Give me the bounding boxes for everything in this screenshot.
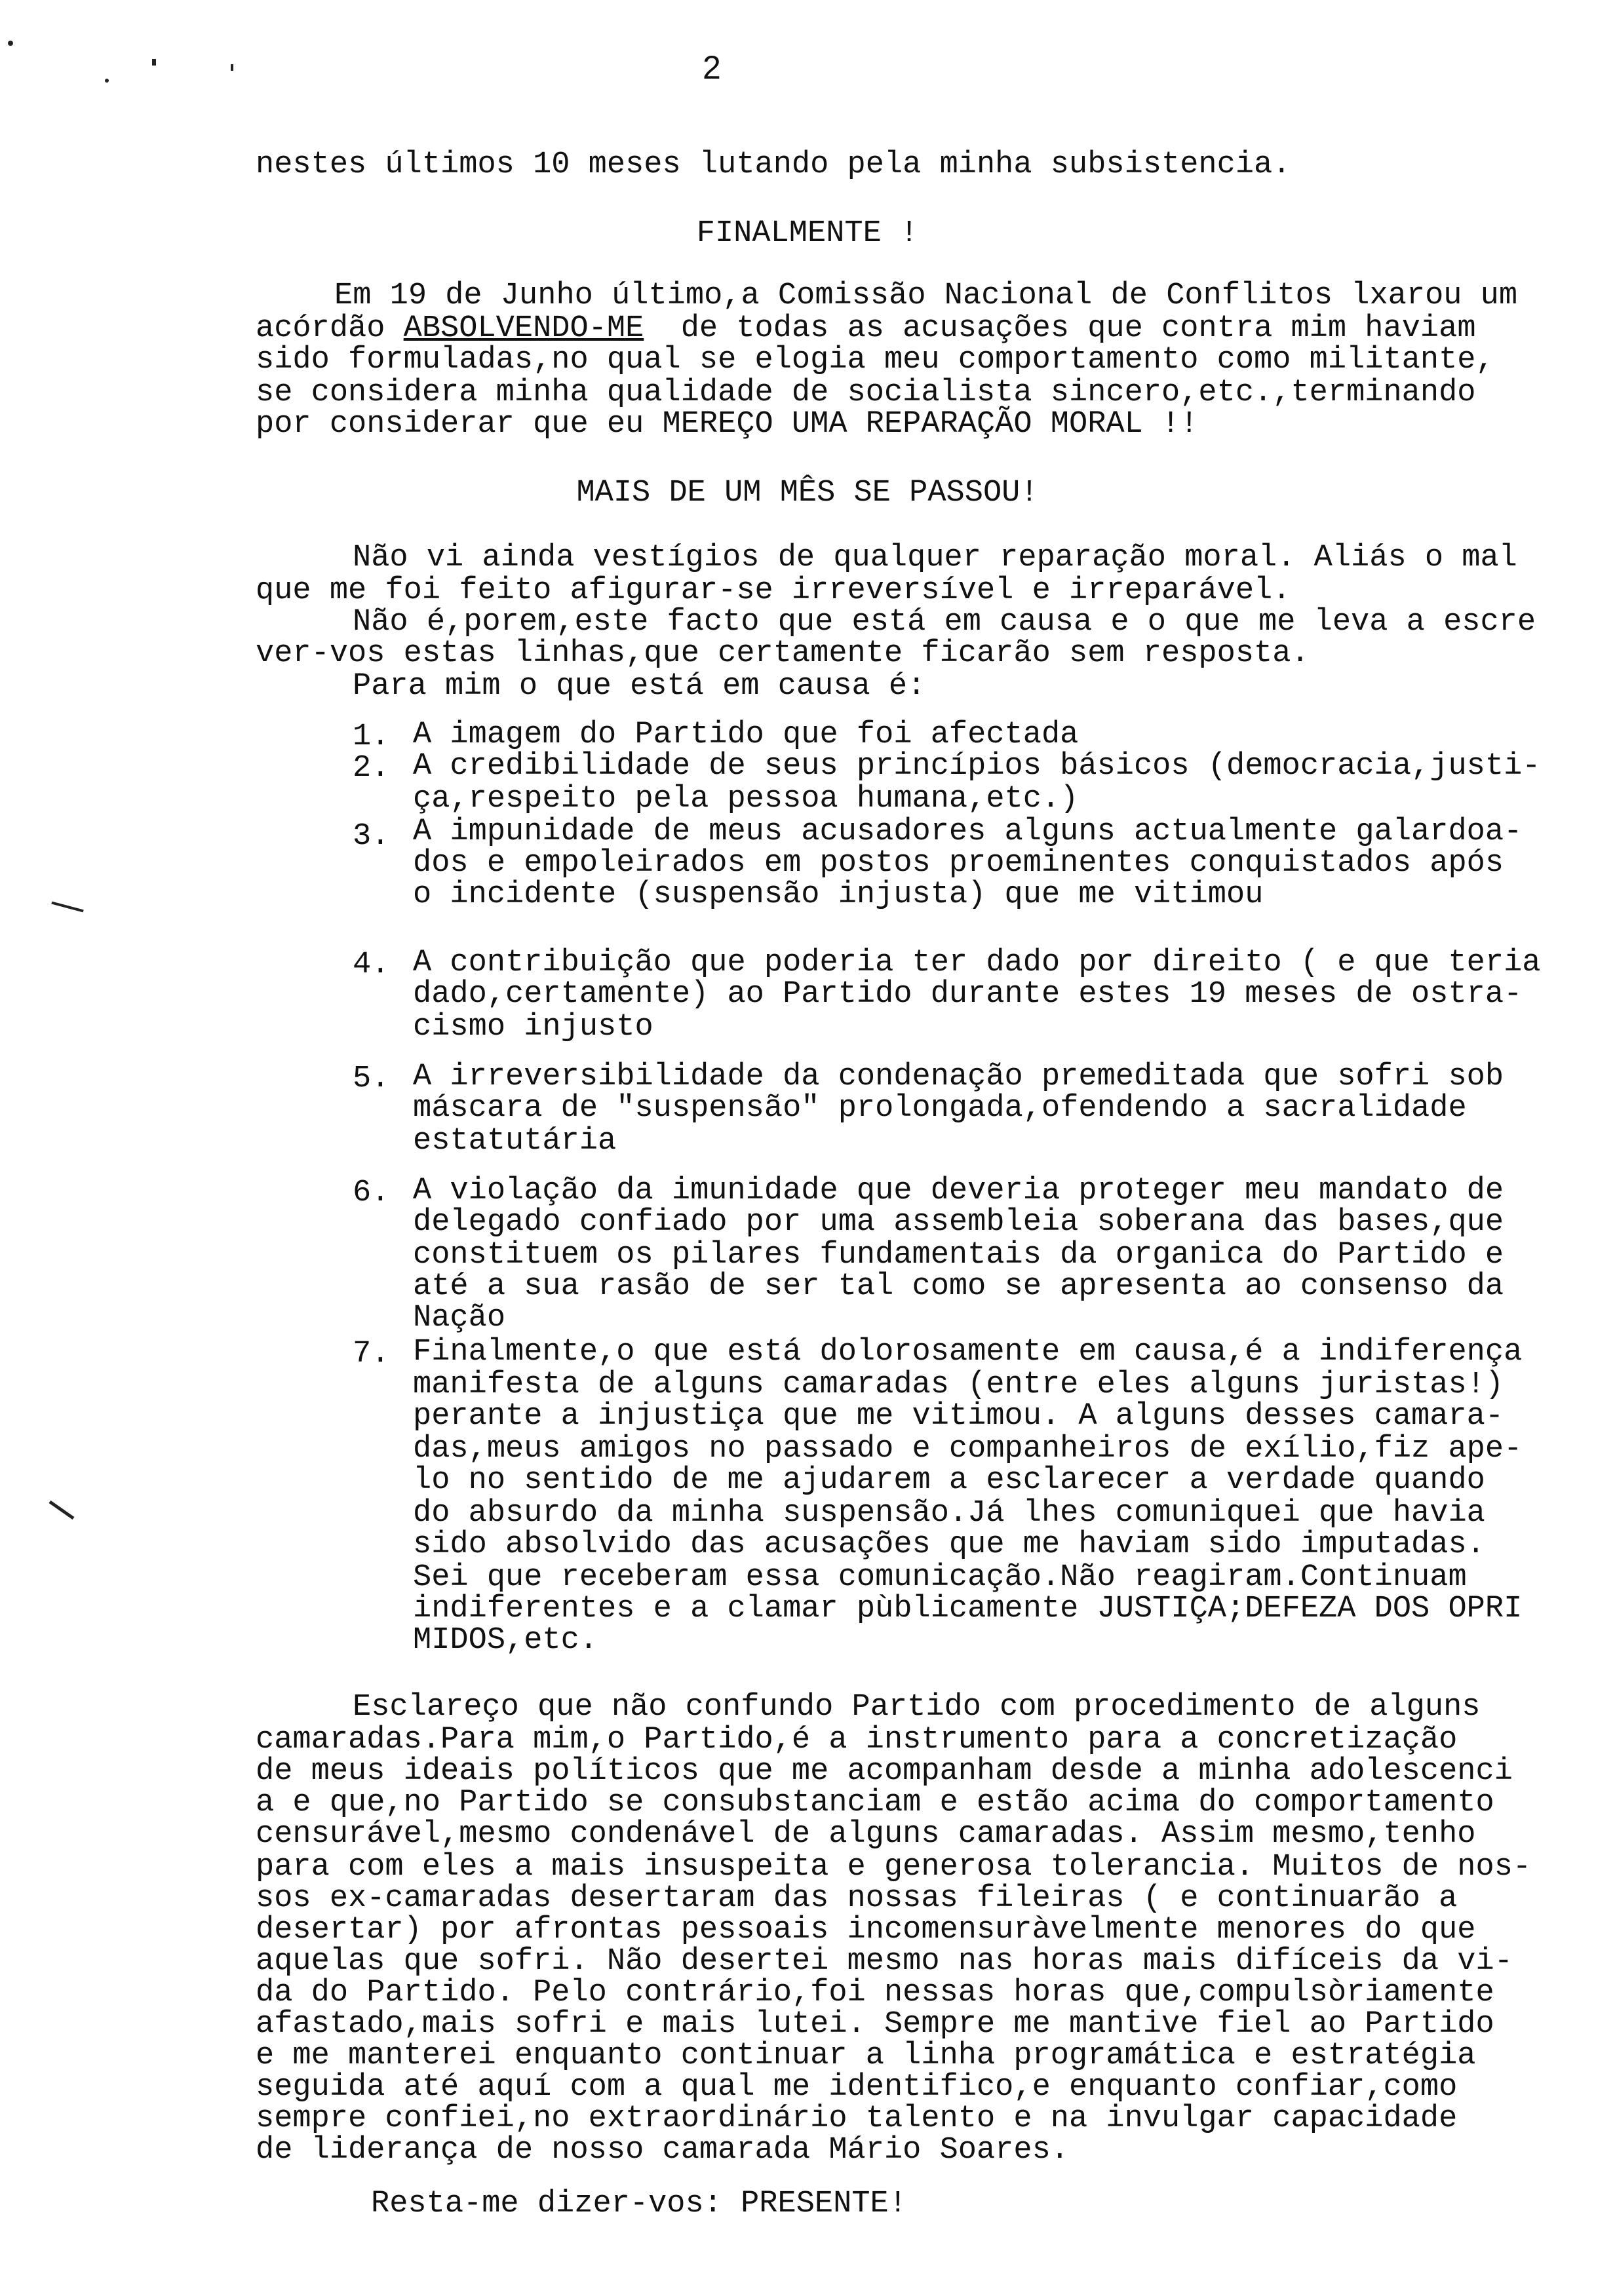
scan-speck (8, 41, 13, 46)
list-number: 6. (353, 1176, 390, 1210)
list-number: 7. (353, 1337, 390, 1371)
scan-speck (49, 1501, 75, 1520)
text-line: por considerar que eu MEREÇO UMA REPARAÇÃO MORAL !! (256, 407, 1199, 442)
text-line: aquelas que sofri. Não desertei mesmo nas horas mais difíceis da vi- (256, 1944, 1513, 1979)
intro-line: nestes últimos 10 meses lutando pela minha subsistencia. (256, 147, 1291, 182)
text-line: sempre confiei,no extraordinário talento e na invulgar capacidade (256, 2101, 1458, 2136)
text-line: seguida até aquí com a qual me identifico,e enquanto confiar,como (256, 2070, 1458, 2105)
heading-mais-de-um-mes: MAIS DE UM MÊS SE PASSOU! (576, 476, 1039, 510)
list-line: A contribuição que poderia ter dado por direito ( e que teria (413, 946, 1541, 980)
text-line: Esclareço que não confundo Partido com procedimento de alguns (353, 1690, 1481, 1725)
text-line: afastado,mais sofri e mais lutei. Sempre me mantive fiel ao Partido (256, 2007, 1494, 2042)
text-line: sido formuladas,no qual se elogia meu comportamento como militante, (256, 343, 1494, 377)
text-line: Não é,porem,este facto que está em causa e o que me leva a escre (353, 605, 1536, 640)
list-line: estatutária (413, 1124, 617, 1158)
text-line: Não vi ainda vestígios de qualquer reparação moral. Aliás o mal (353, 541, 1517, 575)
text-line: de liderança de nosso camarada Mário Soares. (256, 2133, 1070, 2168)
list-line: dos e empoleirados em postos proeminentes conquistados após (413, 846, 1504, 881)
list-number: 2. (353, 751, 390, 786)
list-line: até a sua rasão de ser tal como se apresenta ao consenso da (413, 1269, 1504, 1304)
list-line: sido absolvido das acusações que me haviam sido imputadas. (413, 1527, 1485, 1562)
scan-speck (152, 59, 156, 66)
list-line: das,meus amigos no passado e companheiros de exílio,fiz ape- (413, 1432, 1523, 1466)
text-line: acórdão ABSOLVENDO-ME de todas as acusações que contra mim haviam (256, 311, 1476, 346)
text-line: e me manterei enquanto continuar a linha programática e estratégia (256, 2038, 1476, 2073)
list-line: manifesta de alguns camaradas (entre eles alguns juristas!) (413, 1368, 1504, 1402)
text-line: sos ex-camaradas desertaram das nossas fileiras ( e continuarão a (256, 1881, 1458, 1916)
text-line: Para mim o que está em causa é: (353, 669, 926, 704)
text-line: de meus ideais políticos que me acompanham desde a minha adolescenci (256, 1754, 1513, 1789)
list-line: Sei que receberam essa comunicação.Não reagiram.Continuam (413, 1560, 1467, 1595)
text-line: a e que,no Partido se consubstanciam e estão acima do comportamento (256, 1786, 1494, 1820)
list-line: indiferentes e a clamar pùblicamente JUSTIÇA;DEFEZA DOS OPRI (413, 1592, 1523, 1626)
closing-line: Resta-me dizer-vos: PRESENTE! (371, 2187, 907, 2221)
text-line: camaradas.Para mim,o Partido,é a instrumento para a concretização (256, 1723, 1458, 1757)
list-line: delegado confiado por uma assembleia soberana das bases,que (413, 1205, 1504, 1240)
list-number: 4. (353, 947, 390, 982)
list-line: Finalmente,o que está dolorosamente em causa,é a indiferença (413, 1335, 1523, 1369)
list-line: constituem os pilares fundamentais da organica do Partido e (413, 1238, 1504, 1272)
list-line: do absurdo da minha suspensão.Já lhes comuniquei que havia (413, 1496, 1485, 1531)
list-line: Nação (413, 1301, 506, 1335)
text-line: ver-vos estas linhas,que certamente ficarão sem resposta. (256, 636, 1310, 671)
list-line: cismo injusto (413, 1010, 653, 1044)
scan-speck (231, 64, 233, 71)
list-number: 5. (353, 1062, 390, 1096)
list-line: A imagem do Partido que foi afectada (413, 718, 1079, 752)
list-line: A impunidade de meus acusadores alguns actualmente galardoa- (413, 814, 1523, 849)
list-line: o incidente (suspensão injusta) que me vitimou (413, 877, 1264, 912)
scan-speck (105, 79, 109, 83)
list-number: 1. (353, 719, 390, 754)
list-line: A credibilidade de seus princípios básicos (democracia,justi- (413, 749, 1541, 784)
text-line: desertar) por afrontas pessoais incomensuràvelmente menores do que (256, 1913, 1476, 1947)
list-line: máscara de "suspensão" prolongada,ofendendo a sacralidade (413, 1091, 1467, 1126)
text-line: Em 19 de Junho último,a Comissão Nacional de Conflitos lxarou um (334, 278, 1518, 313)
text-line: que me foi feito afigurar-se irreversível e irreparável. (256, 573, 1291, 608)
text-line: da do Partido. Pelo contrário,foi nessas horas que,compulsòriamente (256, 1976, 1494, 2010)
heading-finalmente: FINALMENTE ! (696, 216, 919, 251)
list-line: A violação da imunidade que deveria proteger meu mandato de (413, 1174, 1504, 1208)
list-number: 3. (353, 819, 390, 854)
list-line: dado,certamente) ao Partido durante estes 19 meses de ostra- (413, 977, 1523, 1012)
text-line: se considera minha qualidade de socialista sincero,etc.,terminando (256, 375, 1476, 410)
list-line: ça,respeito pela pessoa humana,etc.) (413, 782, 1079, 816)
scan-speck (51, 902, 83, 913)
underlined-word: ABSOLVENDO-ME (403, 311, 644, 346)
text-line: censurável,mesmo condenável de alguns camaradas. Assim mesmo,tenho (256, 1817, 1476, 1852)
list-line: MIDOS,etc. (413, 1623, 598, 1658)
list-line: perante a injustiça que me vitimou. A alguns desses camara- (413, 1399, 1504, 1434)
text-line: para com eles a mais insuspeita e generosa tolerancia. Muitos de nos- (256, 1850, 1532, 1885)
list-line: lo no sentido de me ajudarem a esclarecer a verdade quando (413, 1463, 1485, 1498)
page-number: 2 (703, 49, 721, 86)
list-line: A irreversibilidade da condenação premeditada que sofri sob (413, 1060, 1504, 1094)
